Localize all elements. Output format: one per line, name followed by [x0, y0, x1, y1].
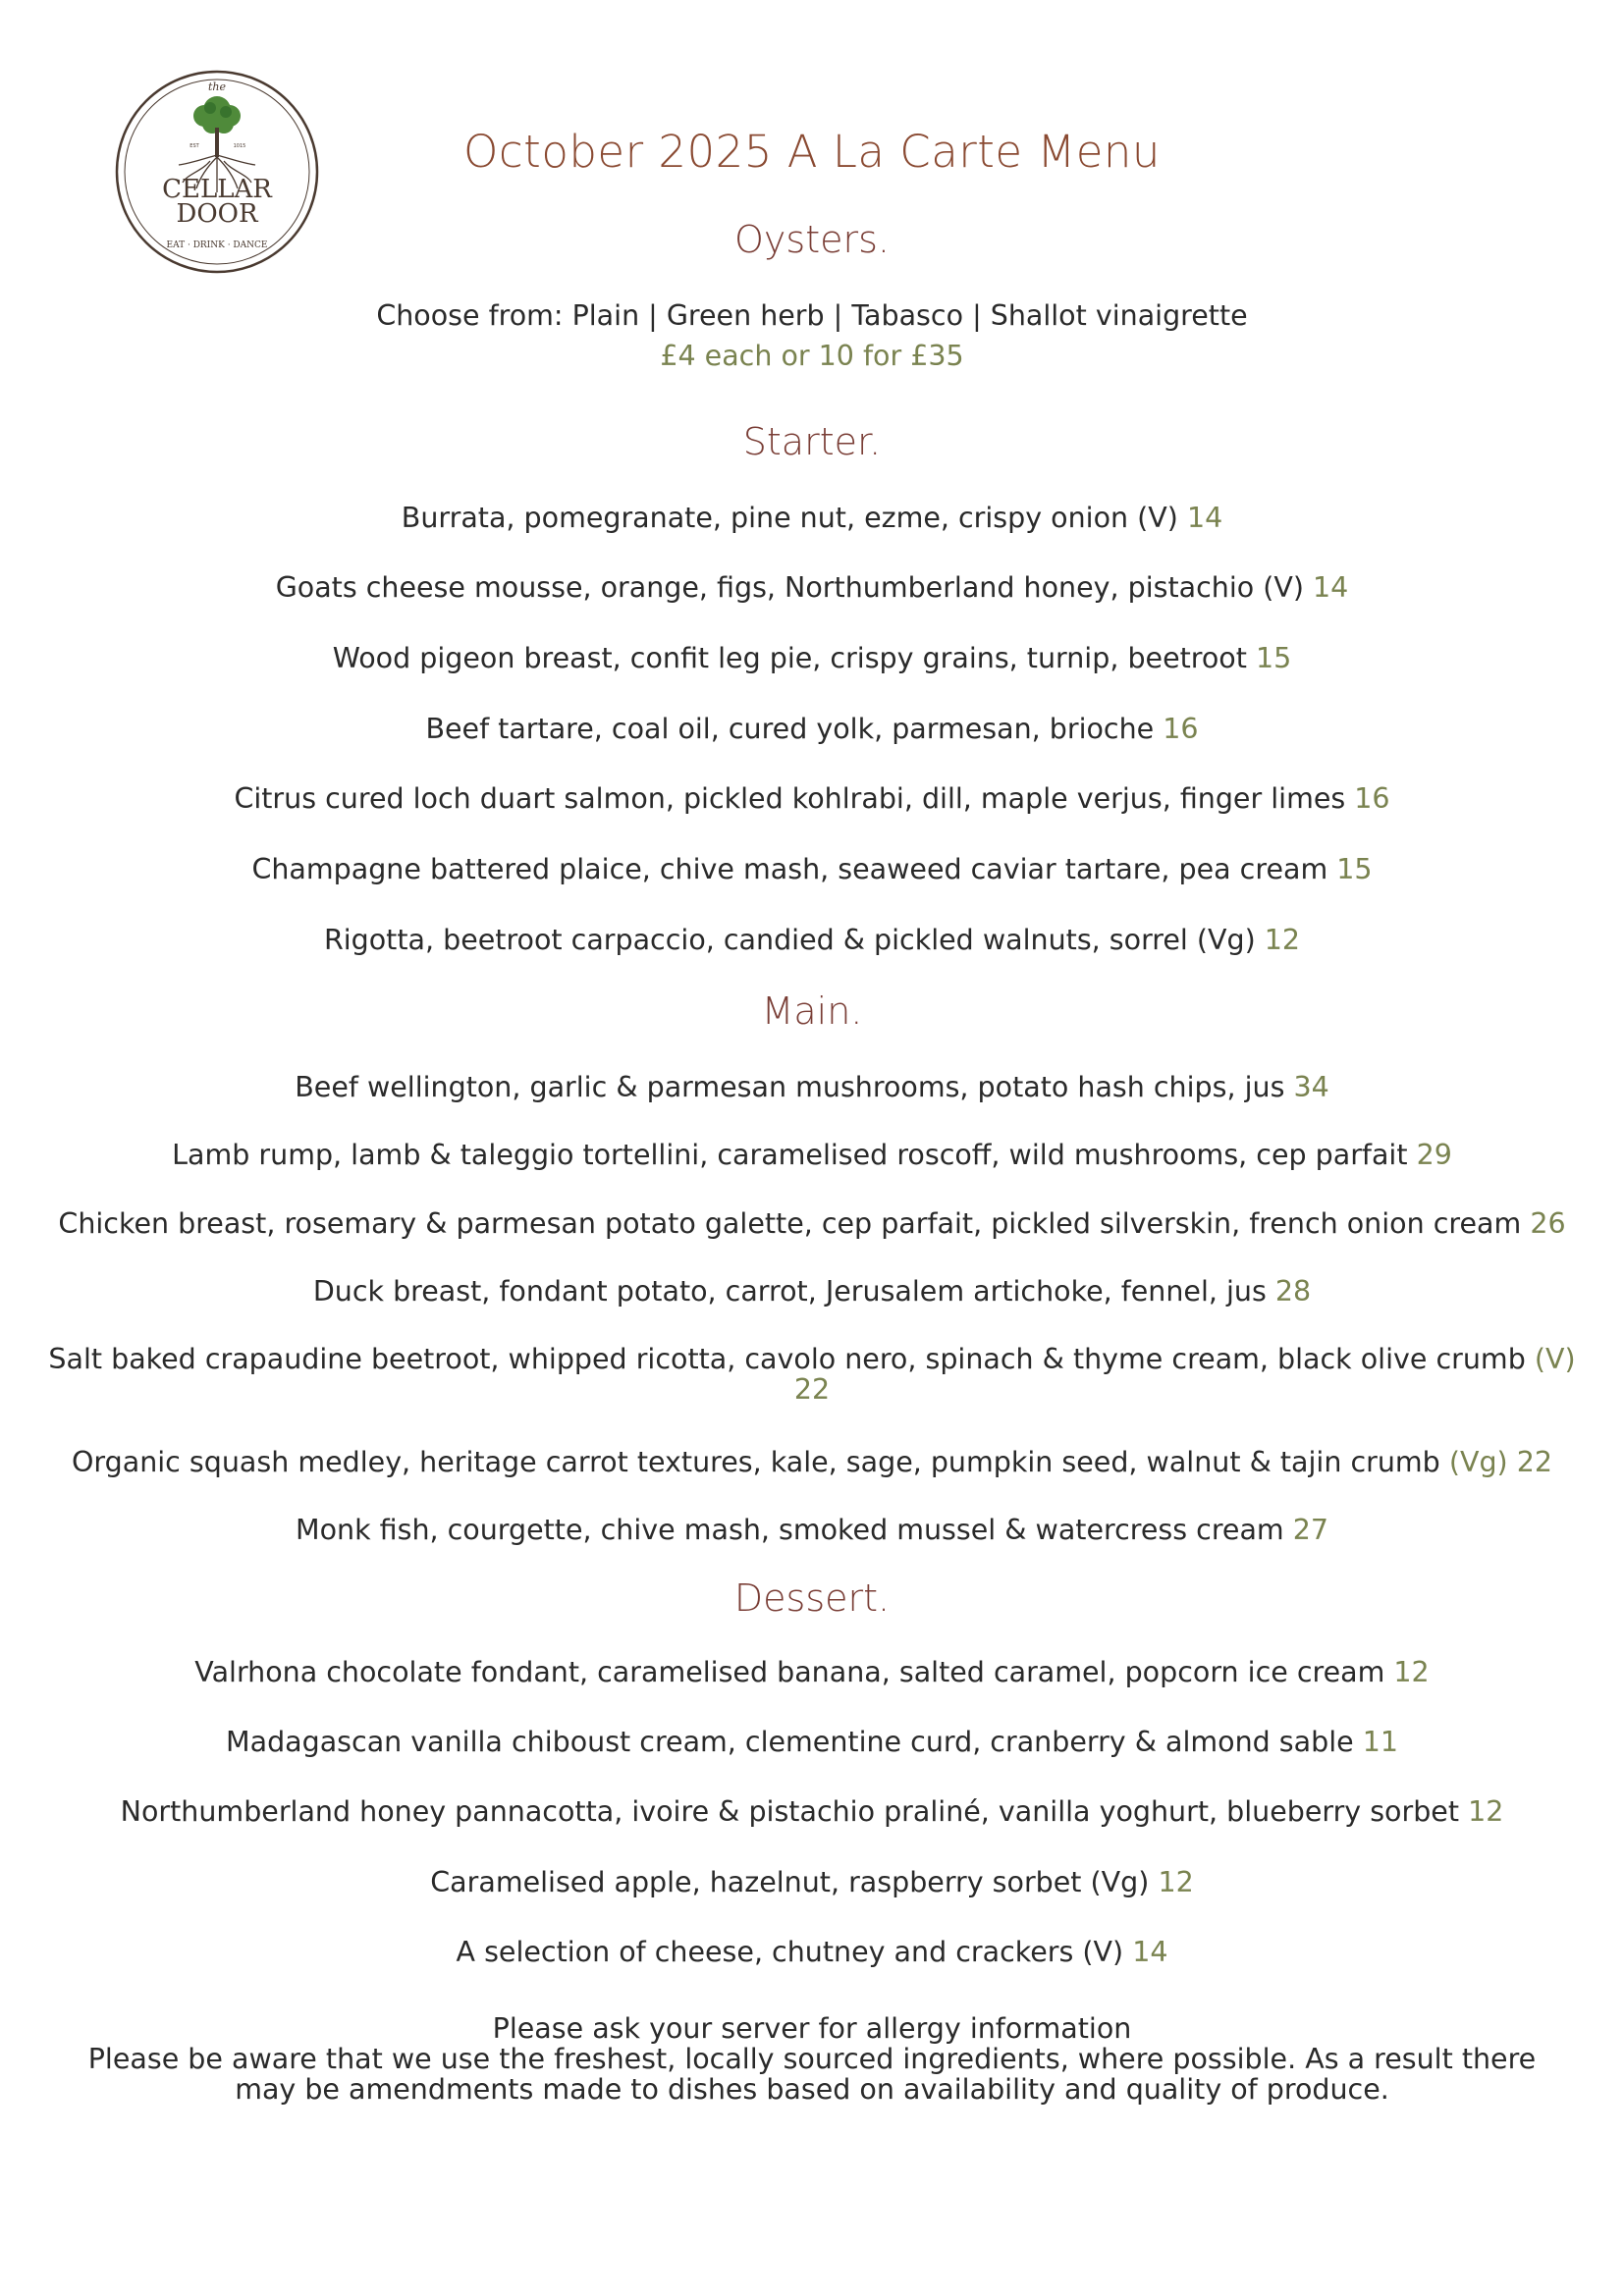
starter-item — [39, 572, 1585, 603]
dessert-item — [39, 1727, 1585, 1757]
dessert-item-price: 12 — [1158, 1866, 1194, 1898]
starter-item-name: Rigotta, beetroot carpaccio, candied & pickled walnuts, sorrel (Vg) — [323, 924, 1256, 956]
dessert-item-price: 14 — [1132, 1936, 1168, 1968]
main-item-price: 22 — [793, 1373, 831, 1407]
starter-heading: Starter. — [742, 420, 882, 463]
main-item-price: 22 — [1516, 1446, 1552, 1478]
menu-title: October 2025 A La Carte Menu — [463, 126, 1161, 178]
starter-item-price: 12 — [1264, 924, 1301, 956]
logo-est-right: 1015 — [233, 143, 246, 149]
starter-item-name: Burrata, pomegranate, pine nut, ezme, crispy onion (V) — [401, 502, 1178, 534]
main-item-name: Lamb rump, lamb & taleggio tortellini, caramelised roscoff, wild mushrooms, cep parfait — [172, 1139, 1408, 1171]
main-item-price: 26 — [1530, 1207, 1566, 1240]
logo-top-text: the — [207, 80, 227, 93]
starter-item — [39, 643, 1585, 673]
logo-name-line2: DOOR — [176, 199, 258, 229]
oysters-choose: Choose from: Plain | Green herb | Tabasco | Shallot vinaigrette — [376, 299, 1248, 332]
starter-item-name: Beef tartare, coal oil, cured yolk, parmesan, brioche — [425, 713, 1155, 745]
main-item — [39, 1276, 1585, 1307]
main-item-name: Beef wellington, garlic & parmesan mushrooms, potato hash chips, jus — [295, 1071, 1285, 1103]
main-item-tag: (V) — [1534, 1343, 1576, 1375]
dessert-item — [39, 1657, 1585, 1687]
main-item-price: 28 — [1274, 1275, 1312, 1308]
starter-item — [39, 503, 1585, 533]
main-item — [39, 1072, 1585, 1102]
footer-notice-2: may be amendments made to dishes based on availability and quality of produce. — [235, 2072, 1389, 2106]
oysters-heading: Oysters. — [734, 218, 890, 261]
dessert-item-price: 12 — [1468, 1795, 1504, 1828]
starter-item-price: 15 — [1255, 642, 1292, 674]
main-item-price: 34 — [1293, 1071, 1329, 1103]
starter-item-price: 16 — [1163, 713, 1199, 745]
starter-item — [39, 925, 1585, 955]
main-item-name: Duck breast, fondant potato, carrot, Jerusalem artichoke, fennel, jus — [312, 1275, 1267, 1308]
dessert-item-name: Northumberland honey pannacotta, ivoire & pistachio praliné, vanilla yoghurt, blueberry sorbet — [120, 1795, 1460, 1828]
main-item-name: Chicken breast, rosemary & parmesan potato galette, cep parfait, pickled silverskin, french onion cream — [58, 1207, 1522, 1240]
logo-name-line1: CELLAR — [162, 175, 272, 204]
starter-item-name: Citrus cured loch duart salmon, pickled kohlrabi, dill, maple verjus, finger limes — [234, 782, 1346, 815]
starter-item-price: 16 — [1354, 782, 1390, 815]
main-item — [39, 1515, 1585, 1545]
starter-item-name: Champagne battered plaice, chive mash, seaweed caviar tartare, pea cream — [251, 853, 1328, 885]
oysters-price: £4 each or 10 for £35 — [660, 340, 964, 372]
main-item-name: Salt baked crapaudine beetroot, whipped ricotta, cavolo nero, spinach & thyme cream, black olive crumb — [48, 1343, 1526, 1375]
dessert-item-name: Valrhona chocolate fondant, caramelised banana, salted caramel, popcorn ice cream — [194, 1656, 1385, 1688]
main-item-name: Monk fish, courgette, chive mash, smoked mussel & watercress cream — [295, 1514, 1284, 1546]
main-item-price: 27 — [1292, 1514, 1329, 1546]
starter-item-price: 14 — [1313, 571, 1349, 604]
dessert-item-name: A selection of cheese, chutney and crackers (V) — [456, 1936, 1124, 1968]
main-item-price: 29 — [1416, 1139, 1452, 1171]
main-item-tag: (Vg) — [1448, 1446, 1508, 1478]
logo-est-left: EST — [189, 143, 199, 149]
footer-allergy: Please ask your server for allergy information — [492, 2012, 1132, 2045]
dessert-item — [39, 1937, 1585, 1967]
main-item — [39, 1140, 1585, 1170]
dessert-heading: Dessert. — [733, 1576, 891, 1620]
footer-notice-1: Please be aware that we use the freshest, locally sourced ingredients, where possible. As a result there — [87, 2042, 1537, 2075]
main-item — [39, 1344, 1585, 1406]
starter-item-name: Wood pigeon breast, confit leg pie, crispy grains, turnip, beetroot — [332, 642, 1247, 674]
starter-item-price: 14 — [1186, 502, 1223, 534]
main-item-name: Organic squash medley, heritage carrot textures, kale, sage, pumpkin seed, walnut & tajin crumb — [72, 1446, 1440, 1478]
dessert-item — [39, 1867, 1585, 1897]
logo-tagline: EAT · DRINK · DANCE — [166, 240, 268, 250]
starter-item-name: Goats cheese mousse, orange, figs, Northumberland honey, pistachio (V) — [275, 571, 1304, 604]
starter-item-price: 15 — [1336, 853, 1373, 885]
starter-item — [39, 854, 1585, 884]
starter-item — [39, 714, 1585, 744]
footer — [39, 2014, 1585, 2105]
starter-item — [39, 783, 1585, 814]
main-item — [39, 1447, 1585, 1477]
main-item — [39, 1208, 1585, 1239]
main-heading: Main. — [761, 989, 863, 1033]
dessert-item-name: Caramelised apple, hazelnut, raspberry sorbet (Vg) — [430, 1866, 1150, 1898]
dessert-item-price: 12 — [1393, 1656, 1430, 1688]
dessert-item — [39, 1796, 1585, 1827]
dessert-item-price: 11 — [1362, 1726, 1398, 1758]
dessert-item-name: Madagascan vanilla chiboust cream, clementine curd, cranberry & almond sable — [226, 1726, 1354, 1758]
